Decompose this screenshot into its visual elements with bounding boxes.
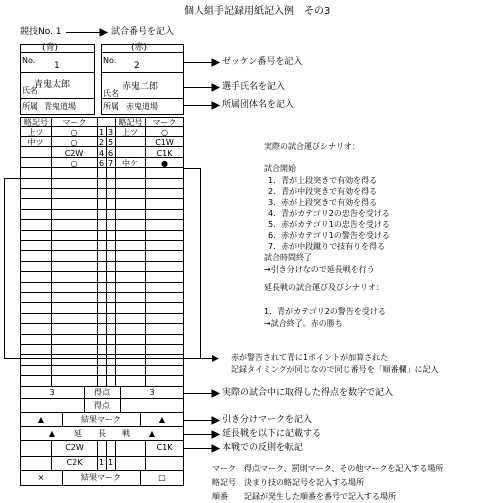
row-2-rn: 5 [107, 138, 114, 147]
blue-number: 1 [54, 61, 60, 71]
note-team: 所属団体名を記入 [222, 100, 295, 110]
red-name-label: 氏名 [103, 89, 119, 98]
row-1-rn: 3 [107, 128, 114, 137]
row-1-bn: 1 [98, 128, 105, 137]
row-4-rn: 7 [107, 159, 114, 168]
legend-sign: 略記号 決まり技の略記号を記入する場所 [212, 478, 364, 487]
blue-mark-header: マーク [62, 118, 87, 127]
red-number: 2 [134, 61, 140, 71]
match-number: 競技No. 1 [20, 27, 62, 37]
row-4-bm: ○ [70, 159, 78, 168]
legend-mark: マーク 得点マーク、罰則マーク、その他マークを記入する場所 [212, 464, 444, 473]
ext-red-order-2: 1 [107, 458, 114, 467]
scenario-step: 6．赤がカテゴリ1の警告を受ける [268, 231, 390, 240]
row-2-bm: ○ [70, 138, 78, 147]
blue-team-label: 所属 [22, 102, 38, 111]
final-red: □ [158, 473, 166, 482]
ext-blue-order-2: 1 [98, 458, 105, 467]
row-1-rs: 上ツ [122, 128, 138, 137]
blue-draw-mark-row: ▲ [37, 415, 45, 424]
row-3-bn: 4 [98, 149, 105, 158]
scenario-step: 4．青がカテゴリ2の忠告を受ける [268, 209, 390, 218]
row-4-bn: 6 [98, 159, 105, 168]
row-1-bs: 上ツ [27, 128, 44, 137]
ext-red-mark-1: C1K [156, 443, 173, 452]
row-1-rm: ○ [161, 128, 168, 137]
scenario-start: 試合開始 [264, 164, 296, 173]
blue-name: 青鬼太郎 [34, 80, 71, 90]
note-transfer: 本戦での反則を転記 [222, 443, 304, 453]
blue-team: 青鬼道場 [44, 102, 76, 111]
note-score: 実際の試合中に取得した得点を数字で記入 [222, 388, 394, 398]
row-4-rm: ● [161, 159, 168, 168]
final-blue: × [37, 473, 45, 482]
blue-no-label: No. [22, 56, 36, 65]
result-mark-label: 結果マーク [81, 415, 121, 424]
ext-step: 1．青がカテゴリ2の警告を受ける [264, 307, 386, 316]
final-label: 結果マーク [81, 473, 121, 482]
red-team: 赤鬼道場 [126, 102, 158, 111]
row-2-bn: 2 [98, 138, 105, 147]
scenario-time-up: 試合時間終了 [264, 253, 312, 262]
note-name: 選手氏名を記入 [222, 82, 286, 92]
red-no-label: No. [103, 56, 117, 65]
scenario-heading: 実際の試合運びシナリオ： [264, 142, 360, 151]
row-2-rm: C1W [155, 138, 174, 147]
ext-blue-mark-2: C2K [66, 458, 83, 467]
red-team-label: 所属 [103, 102, 119, 111]
score-label-2: 得点 [94, 401, 110, 410]
note-mid-1: 赤が警告されて青に1ポイントが加算された [231, 353, 389, 362]
blue-score: 3 [49, 388, 55, 397]
match-note: 試合番号を記入 [111, 27, 175, 37]
scenario-extension: →引き分けなので延長戦を行う [264, 265, 375, 274]
score-label: 得点 [94, 388, 110, 397]
red-draw-mark-row: ▲ [158, 415, 166, 424]
red-sign-header: 略記号 [118, 118, 143, 127]
row-1-bm: ○ [70, 128, 78, 137]
scenario-step: 5．赤がカテゴリ1の忠告を受ける [268, 220, 390, 229]
ext-end: →試合終了。赤の勝ち [264, 319, 343, 328]
scenario-step: 3．赤が上段突きで有効を得る [268, 198, 378, 207]
row-2-bs: 中ツ [27, 138, 44, 147]
row-3-bm: C2W [64, 149, 84, 158]
blue-draw-mark: ▲ [48, 429, 56, 438]
page-title: 個人組手記録用紙記入例 その3 [184, 6, 331, 17]
blue-header: (青) [42, 43, 59, 53]
note-mid-2: 記録タイミングが同じなので同じ番号を「順番欄」に記入 [231, 365, 439, 374]
scenario-step: 2．青が中段突きで有効を得る [268, 187, 378, 196]
legend-order: 順番 記録が発生した順番を番号で記入する場所 [212, 492, 396, 501]
note-zekken: ゼッケン番号を記入 [222, 57, 303, 67]
red-mark-header: マーク [152, 118, 177, 127]
row-3-rm: C1K [156, 149, 173, 158]
row-3-rn: 6 [107, 149, 114, 158]
blue-sign-header: 略記号 [24, 118, 48, 127]
ext-blue-mark-1: C2W [65, 443, 84, 452]
note-extension: 延長戦を以下に記載する [222, 429, 322, 439]
red-name: 赤鬼二郎 [122, 82, 159, 92]
extension-label: 延 長 戦 [74, 429, 130, 438]
ext-heading: 延長戦の試合運び及びシナリオ： [264, 283, 384, 292]
red-draw-mark: ▲ [148, 429, 156, 438]
scenario-step: 1．青が上段突きで有効を得る [268, 176, 378, 185]
red-score: 3 [149, 388, 155, 397]
note-draw: 引き分けマークを記入 [222, 415, 313, 425]
blue-name-label: 氏名 [22, 86, 38, 95]
row-4-rs: 中ケ [122, 159, 138, 168]
red-header: (赤) [131, 43, 148, 53]
scenario-step: 7．赤が中段蹴りで技有りを得る [268, 242, 386, 251]
